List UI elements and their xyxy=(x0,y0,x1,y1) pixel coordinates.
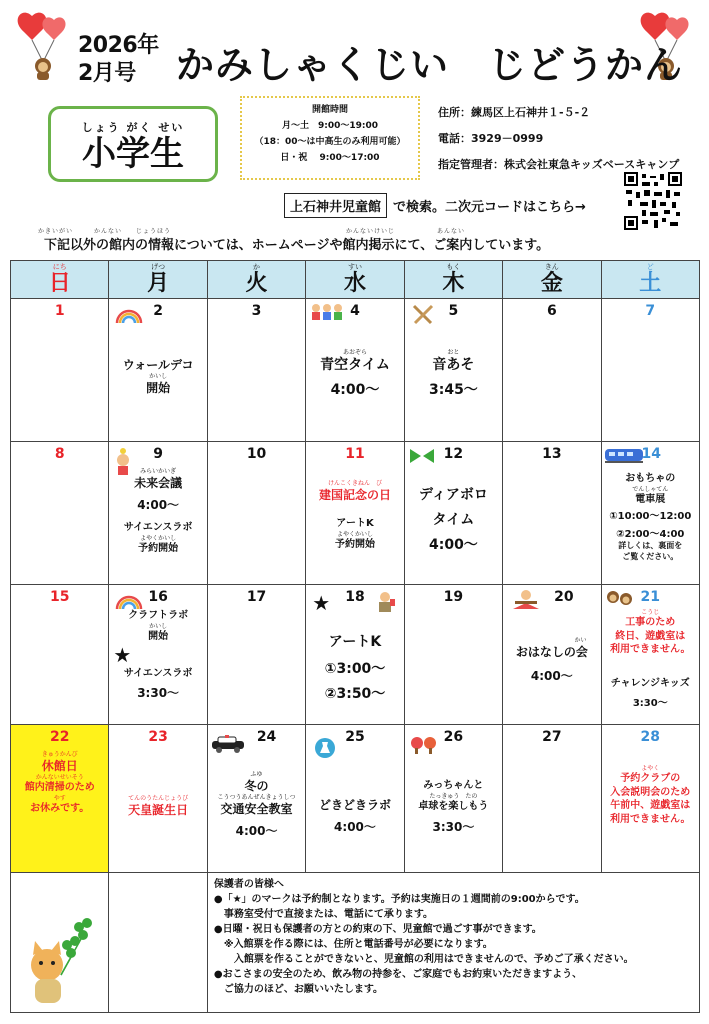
closed-reason: 館内清掃のため xyxy=(24,782,95,794)
mascot-cell xyxy=(11,873,109,1013)
event-ruby: おと xyxy=(447,349,460,356)
day-number: 19 xyxy=(443,589,464,605)
event-ruby: けんこくきねん び xyxy=(327,480,382,487)
event-time: 3:30～ xyxy=(632,697,668,709)
address: 住所：練馬区上石神井１-５-２ xyxy=(438,106,591,119)
event-time: 4:00～ xyxy=(235,824,278,839)
event-note-2: ご覧ください。 xyxy=(622,551,679,561)
week-row-2 xyxy=(11,442,700,585)
contact-info xyxy=(438,100,679,178)
event-ruby-3: やす xyxy=(53,794,66,802)
event-ruby: よやく xyxy=(641,765,660,772)
notes-line-7: ご協力のほど、お願いいたします。 xyxy=(213,984,384,995)
notice-line-1: 予约クラブの xyxy=(620,773,681,784)
issue-month: 2月号 xyxy=(78,61,136,86)
notice-line-3: 午前中、遊戯室は xyxy=(610,800,691,811)
opening-hours-box xyxy=(240,96,420,180)
event-note: 詳しくは、裏面を xyxy=(618,541,683,550)
event-title: アートK xyxy=(336,518,374,530)
search-keyword-box: 上石神井児童館 xyxy=(284,193,387,218)
notice-ruby: かきいがい かんない じょうほう かんないけいじ あんない xyxy=(38,228,466,235)
event-subtitle: 開始 xyxy=(146,381,171,396)
notes-line-3: ●日曜・祝日も保護者の方との約束の下、児童館で過ごす事ができます。 xyxy=(213,924,542,935)
closure-notice-2: 終日、遊戯室は xyxy=(615,630,686,642)
event-title-2: タイム xyxy=(432,511,475,528)
notes-row xyxy=(11,873,700,1013)
hours-weekday-note: （18：00～は中高生のみ利用可能） xyxy=(254,137,406,147)
event-ruby-2: こうつうあんぜんきょうしつ xyxy=(217,794,296,802)
day-cell-11 xyxy=(306,442,404,585)
day-number: 16 xyxy=(148,589,168,605)
day-number: 6 xyxy=(546,303,557,319)
event-ruby-2: かんないせいそう xyxy=(35,774,84,782)
day-cell-18 xyxy=(306,585,404,725)
issue-year: 2026年 xyxy=(78,33,159,58)
parent-notes xyxy=(207,873,699,1013)
event-time-1: ①3:00～ xyxy=(324,660,386,677)
day-cell-3 xyxy=(207,299,305,442)
day-cell-14 xyxy=(601,442,699,585)
grade-ruby: しょう がく せい xyxy=(81,121,185,134)
train-icon xyxy=(604,446,644,466)
day-number: 9 xyxy=(153,446,163,462)
day-cell-4 xyxy=(306,299,404,442)
event-title: アートK xyxy=(328,634,382,650)
hours-title: 開館時間 xyxy=(311,105,348,115)
day-number: 27 xyxy=(542,729,562,745)
day-cell-8 xyxy=(11,442,109,585)
event-ruby: たっきゅう たの xyxy=(429,792,478,800)
day-cell-20 xyxy=(503,585,601,725)
grade-label: 小学生 xyxy=(82,134,184,174)
event-time-2: ②2:00～4:00 xyxy=(616,528,685,540)
closure-notice-1: 工事のため xyxy=(625,617,676,628)
week-row-4 xyxy=(11,725,700,873)
search-hint xyxy=(284,193,586,218)
weekday-fri: きん 金 xyxy=(503,261,601,299)
event-title: 青空タイム xyxy=(320,357,390,373)
day-number: 18 xyxy=(345,589,365,605)
event-time: 4:00～ xyxy=(330,381,380,398)
day-number: 14 xyxy=(641,446,662,462)
notes-line-1: ●「★」のマークは予約制となります。予約は実施日の１週間前の9:00からです。 xyxy=(213,894,585,905)
event-ruby: てんのうたんじょうび xyxy=(128,795,189,802)
event-time: 3:30～ xyxy=(432,820,475,834)
day-number: 2 xyxy=(153,303,163,319)
event-subtitle: 卓球を楽しもう xyxy=(418,800,489,812)
day-number: 21 xyxy=(640,589,660,605)
event-title: チャレンジキッズ xyxy=(610,678,690,689)
event-title: 冬の xyxy=(244,779,269,793)
weekday-thu: もく 木 xyxy=(404,261,502,299)
weekday-header-row xyxy=(11,261,700,299)
hours-holiday: 日・祝 9:00～17:00 xyxy=(280,153,380,163)
day-cell-7 xyxy=(601,299,699,442)
day-number: 3 xyxy=(251,303,262,319)
day-cell-27 xyxy=(503,725,601,873)
notes-line-2: 事務室受付で直接または、電話にて承ります。 xyxy=(213,909,434,920)
event-title-2: サイエンスラボ xyxy=(123,522,193,534)
event-title: ディアボロ xyxy=(418,487,488,503)
event-ruby: でんしゃてん xyxy=(632,485,669,493)
day-cell-28 xyxy=(601,725,699,873)
reservation-star-icon: ★ xyxy=(113,643,132,667)
day-number: 8 xyxy=(54,446,65,462)
day-number: 17 xyxy=(246,589,267,605)
empty-cell xyxy=(109,873,207,1013)
event-title: 音あそ xyxy=(432,357,475,373)
manager: 指定管理者：株式会社東急キッズベースキャンプ xyxy=(438,158,680,171)
weekday-sat: ど 土 xyxy=(601,261,699,299)
weekday-mon: げつ 月 xyxy=(109,261,207,299)
event-time: 4:00～ xyxy=(137,498,180,513)
day-cell-15 xyxy=(11,585,109,725)
weekday-tue: か 火 xyxy=(207,261,305,299)
event-ruby: かいし xyxy=(149,373,168,381)
notes-line-4: ※入館票を作る際には、住所と電話番号が必要になります。 xyxy=(213,939,493,950)
day-cell-5 xyxy=(404,299,502,442)
event-subtitle: 交通安全教室 xyxy=(220,802,293,817)
notice-line-4: 利用できません。 xyxy=(609,813,691,825)
day-cell-17 xyxy=(207,585,305,725)
day-number: 7 xyxy=(645,303,656,319)
event-time: 4:00～ xyxy=(334,820,376,835)
event-ruby: ふゆ xyxy=(250,771,263,778)
week-row-1 xyxy=(11,299,700,442)
day-number: 23 xyxy=(148,729,168,745)
day-cell-6 xyxy=(503,299,601,442)
day-number: 11 xyxy=(345,446,365,462)
closed-day-label: 休館日 xyxy=(41,759,78,773)
day-number: 26 xyxy=(443,729,464,745)
day-number: 4 xyxy=(350,303,360,319)
event-time: 4:00～ xyxy=(530,669,573,684)
day-cell-23 xyxy=(109,725,207,873)
search-hint-text: で検索。二次元コードはこちら→ xyxy=(393,200,586,215)
day-cell-12 xyxy=(404,442,502,585)
day-cell-2 xyxy=(109,299,207,442)
hours-weekday: 月～土 9:00～19:00 xyxy=(281,121,379,131)
day-number: 1 xyxy=(54,303,65,319)
event-ruby-2: よやくかいし xyxy=(140,534,177,542)
notes-line-6: ●おこさまの安全のため、飲み物の持参を、ご家庭でもお約束いただきますよう、 xyxy=(213,969,583,980)
grade-badge xyxy=(48,106,218,182)
event-title: どきどきラボ xyxy=(318,798,391,812)
event-title: みっちゃんと xyxy=(423,780,484,791)
day-number: 22 xyxy=(49,729,70,745)
event-title: ウォールデコ xyxy=(122,358,194,372)
day-cell-26 xyxy=(404,725,502,873)
day-cell-22 xyxy=(11,725,109,873)
day-cell-10 xyxy=(207,442,305,585)
reservation-star-icon: ★ xyxy=(312,591,331,615)
event-ruby: きゅうかんび xyxy=(41,751,78,758)
notes-title: 保護者の皆様へ xyxy=(213,879,284,890)
qr-code-icon[interactable] xyxy=(624,172,682,230)
event-time-1: ①10:00～12:00 xyxy=(609,511,692,522)
event-title: クラフトラボ xyxy=(128,610,189,621)
event-ruby: かい xyxy=(574,637,587,644)
event-ruby: かいし xyxy=(149,622,168,630)
event-time: 3:30～ xyxy=(137,685,180,700)
day-cell-21 xyxy=(601,585,699,725)
notice-line-2: 入会説明会のため xyxy=(610,786,691,798)
day-cell-1 xyxy=(11,299,109,442)
event-subtitle: 予約開始 xyxy=(334,538,375,550)
day-cell-19 xyxy=(404,585,502,725)
day-cell-9 xyxy=(109,442,207,585)
day-number: 10 xyxy=(246,446,267,462)
event-time: 3:45～ xyxy=(428,381,478,398)
event-ruby: みらいかいぎ xyxy=(140,468,177,475)
day-cell-13 xyxy=(503,442,601,585)
calendar-table xyxy=(10,260,700,1013)
day-number: 20 xyxy=(554,589,574,605)
holiday-name: 建国記念の日 xyxy=(318,488,391,502)
day-number: 25 xyxy=(345,729,365,745)
event-time-2: ②3:50～ xyxy=(324,685,386,702)
day-number: 28 xyxy=(640,729,660,745)
day-number: 24 xyxy=(256,729,277,745)
issue-date xyxy=(78,32,159,88)
event-ruby: あおぞら xyxy=(342,349,367,356)
holiday-name: 天皇誕生日 xyxy=(128,803,189,817)
newsletter-title: かみしゃくじい じどうかん xyxy=(176,43,684,87)
day-number: 15 xyxy=(49,589,70,605)
closure-notice-3: 利用できません。 xyxy=(609,644,691,655)
day-number: 12 xyxy=(443,446,464,462)
event-subtitle: 開始 xyxy=(148,630,169,642)
day-cell-24 xyxy=(207,725,305,873)
day-cell-25 xyxy=(306,725,404,873)
day-number: 13 xyxy=(542,446,562,462)
event-title: おはなしの会 xyxy=(515,645,588,659)
closed-note: お休みです。 xyxy=(30,802,90,814)
event-title: おもちゃの xyxy=(625,473,676,484)
weekday-sun: にち 日 xyxy=(11,261,109,299)
notice-text: 下記以外の館内の情報については、ホームページや館内掲示にて、ご案内しています。 xyxy=(44,238,550,253)
notes-line-5: 入館票を作ることができないと、児童館の利用はできませんので、予めご了承ください。 xyxy=(213,954,634,965)
event-time: 4:00～ xyxy=(428,536,478,553)
event-ruby: こうじ xyxy=(641,609,660,616)
weekday-wed: すい 水 xyxy=(306,261,404,299)
day-number: 5 xyxy=(448,303,459,319)
event-ruby-2: よやくかいし xyxy=(336,530,373,538)
day-cell-16 xyxy=(109,585,207,725)
event-subtitle-2: 予約開始 xyxy=(138,542,179,554)
event-subtitle: 電車展 xyxy=(635,493,666,505)
mascot-cat-icon xyxy=(21,913,101,1008)
phone: 電話：3929－0999 xyxy=(438,132,544,145)
event-title-2: サイエンスラボ xyxy=(123,668,193,679)
event-title: 未来会議 xyxy=(134,476,183,490)
week-row-3 xyxy=(11,585,700,725)
balloon-monkey-illustration xyxy=(14,10,76,82)
